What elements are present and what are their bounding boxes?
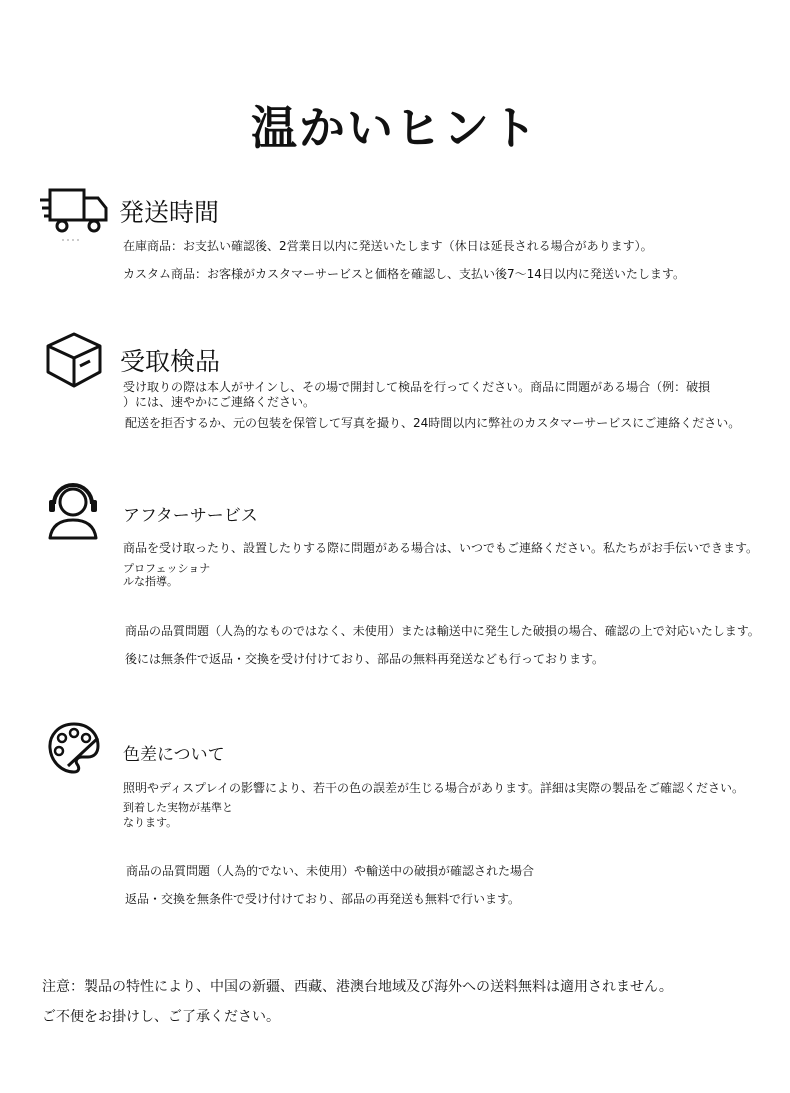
color-line-4: 商品の品質問題（人為的でない、未使用）や輸送中の破損が確認された場合 bbox=[126, 864, 535, 878]
section-heading-color-difference: 色差について bbox=[123, 745, 225, 765]
footer-apology: ご不便をお掛けし、ご了承ください。 bbox=[42, 1009, 280, 1025]
inspection-line-3: 配送を拒否するか、元の包装を保管して写真を撮り、24時間以内に弊社のカスタマーサービスにご連絡ください。 bbox=[125, 416, 741, 430]
after-service-line-4: 商品の品質問題（人為的なものではなく、未使用）または輸送中に発生した破損の場合、確認の上で対応いたします。 bbox=[125, 624, 760, 638]
after-service-line-5: 後には無条件で返品・交換を受け付けており、部品の無料再発送なども行っております。 bbox=[125, 652, 605, 666]
color-palette-icon bbox=[46, 720, 104, 776]
footer-notice: 注意：製品の特性により、中国の新疆、西藏、港澳台地域及び海外への送料無料は適用されません。 bbox=[42, 979, 673, 995]
color-line-1: 照明やディスプレイの影響により、若干の色の誤差が生じる場合があります。詳細は実際の製品をご確認ください。 bbox=[123, 781, 745, 795]
headset-support-icon bbox=[42, 478, 104, 548]
delivery-truck-icon bbox=[38, 186, 114, 248]
package-box-icon bbox=[42, 328, 108, 394]
page-title: 温かいヒント bbox=[251, 101, 539, 155]
inspection-line-1: 受け取りの際は本人がサインし、その場で開封して検品を行ってください。商品に問題がある場合（例：破損 bbox=[123, 380, 711, 394]
after-service-line-2: プロフェッショナ bbox=[123, 562, 211, 575]
color-line-5: 返品・交換を無条件で受け付けており、部品の再発送も無料で行います。 bbox=[125, 892, 521, 906]
section-heading-inspection: 受取検品 bbox=[120, 347, 221, 376]
color-line-2: 到着した実物が基準と bbox=[123, 801, 233, 814]
shipping-line-2: カスタム商品：お客様がカスタマーサービスと価格を確認し、支払い後7〜14日以内に発送いたします。 bbox=[123, 267, 685, 281]
after-service-line-3: ルな指導。 bbox=[123, 575, 178, 588]
section-heading-after-service: アフターサービス bbox=[123, 506, 258, 526]
after-service-line-1: 商品を受け取ったり、設置したりする際に問題がある場合は、いつでもご連絡ください。私たちがお手伝いできます。 bbox=[123, 541, 759, 555]
shipping-line-1: 在庫商品：お支払い確認後、2営業日以内に発送いたします（休日は延長される場合があります）。 bbox=[123, 239, 653, 253]
section-heading-shipping: 発送時間 bbox=[119, 198, 220, 227]
inspection-line-2: ）には、速やかにご連絡ください。 bbox=[123, 395, 316, 409]
color-line-3: なります。 bbox=[123, 816, 178, 829]
